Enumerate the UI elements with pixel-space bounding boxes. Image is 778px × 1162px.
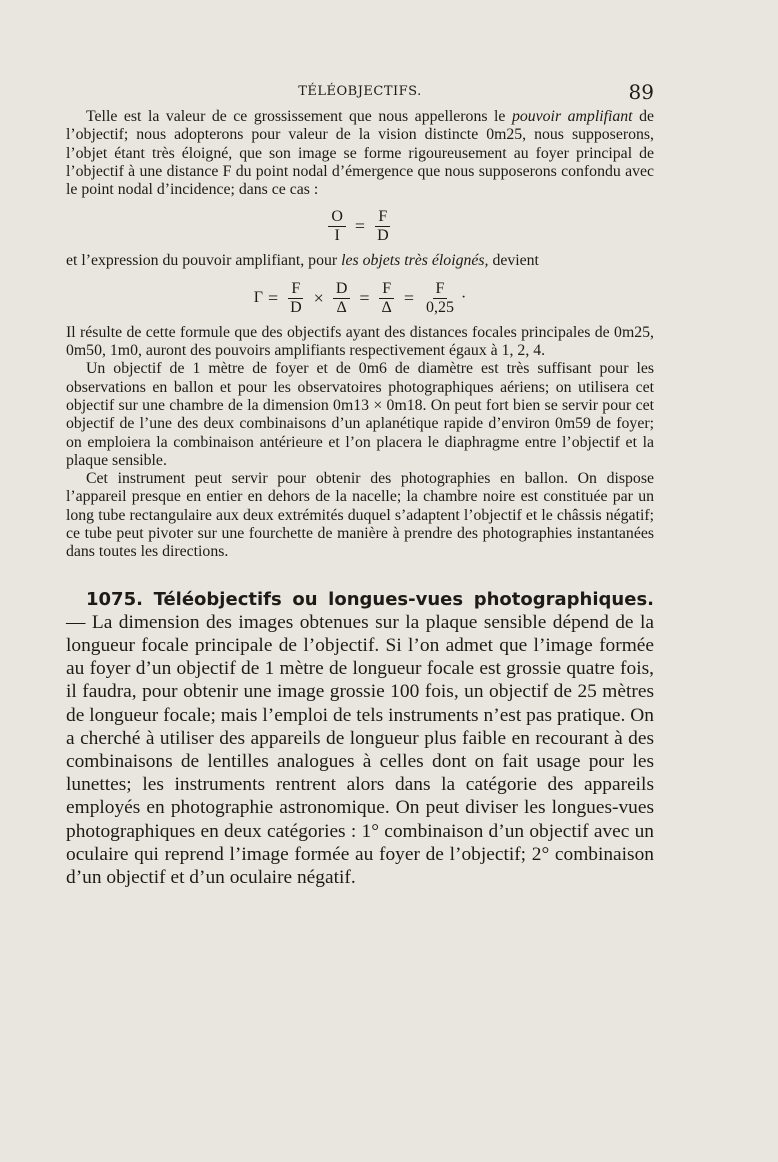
formula-end-dot: · xyxy=(460,289,467,307)
p1-emphasis: pouvoir amplifiant xyxy=(511,108,633,125)
paragraph-instrument: Cet instrument peut servir pour obtenir des photographies en ballon. On dispose l’appareil presque en entier en dehors de la nacelle; la chambre noire est constituée par un long tube rectangulaire aux deux extrémités duquel s’adaptent l’objectif et le châssis négatif; ce tube peut pivoter sur une fourchette de manière à prendre des photographies instantanées dans toutes les directions. xyxy=(66,470,654,561)
fraction-d-over-delta xyxy=(333,281,351,316)
fraction-denominator: D xyxy=(377,227,389,245)
paragraph-objectif-ballon: Un objectif de 1 mètre de foyer et de 0m6 de diamètre est très suffisant pour les observations en ballon et pour les observatoires photographiques aériens; on utilisera cet objectif sur une chambre de la dimension 0m13 × 0m18. On peut fort bien se servir pour cet objectif de l’une des deux combinaisons d’un aplanétique rapide d’environ 0m59 de foyer; on emploiera la combinaison antérieure et l’on placera le diaphragme entre l’objectif et la plaque sensible. xyxy=(66,360,654,469)
fraction-denominator: I xyxy=(334,227,340,245)
fraction-numerator: F xyxy=(379,281,394,299)
running-title: TÉLÉOBJECTIFS. xyxy=(298,84,422,99)
formula-gamma xyxy=(66,281,654,316)
equals-sign: = xyxy=(354,216,366,237)
fraction-numerator: F xyxy=(375,209,390,227)
fraction-numerator: O xyxy=(328,209,346,227)
section-paragraph xyxy=(66,588,654,890)
fraction-denominator: D xyxy=(290,298,302,316)
fraction-o-over-i xyxy=(328,209,346,244)
fraction-numerator: F xyxy=(433,281,448,299)
section-heading: 1075. Téléobjectifs ou longues-vues photographiques. xyxy=(86,588,654,610)
p2-text-a: et l’expression du pouvoir amplifiant, pour xyxy=(66,252,342,270)
formula-object-image xyxy=(66,209,654,244)
equals-sign: = xyxy=(403,287,414,308)
fraction-numerator: F xyxy=(288,281,303,299)
p1-text-b: de l’objectif; nous adopterons pour valeur de la vision distincte 0m25, nous supposerons, l’objet étant très éloigné, que son image se forme rigoureusement au foyer principal de l’objectif à une distance F du point nodal d’émergence que nous supposerons confondu avec le point nodal d’incidence; dans ce cas : xyxy=(66,108,655,199)
paragraph-expression xyxy=(66,252,654,270)
fraction-denominator: Δ xyxy=(336,298,347,316)
p2-text-b: devient xyxy=(488,252,539,270)
fraction-f-over-d xyxy=(287,281,305,316)
fraction-f-over-025 xyxy=(423,281,457,316)
paragraph-result: Il résulte de cette formule que des objectifs ayant des distances focales principales de 0m25, 0m50, 1m0, auront des pouvoirs amplifiants respectivement égaux à 1, 2, 4. xyxy=(66,323,654,360)
page-header xyxy=(66,80,654,108)
p2-emphasis: les objets très éloignés, xyxy=(341,252,489,270)
fraction-f-over-delta xyxy=(379,281,395,316)
fraction-numerator: D xyxy=(333,281,351,299)
fraction-f-over-d xyxy=(374,209,392,244)
page-number: 89 xyxy=(628,80,654,104)
section-1075 xyxy=(66,588,654,890)
book-page xyxy=(66,80,654,889)
fraction-denominator: Δ xyxy=(381,298,392,316)
equals-sign: = xyxy=(359,287,370,308)
p1-text-a: Telle est la valeur de ce grossissement que nous appellerons le xyxy=(86,108,512,125)
times-sign: × xyxy=(313,287,324,308)
fraction-denominator: 0,25 xyxy=(425,298,454,316)
equals-sign: = xyxy=(267,287,279,308)
paragraph-pouvoir-amplifiant xyxy=(66,108,654,199)
section-text: — La dimension des images obtenues sur la plaque sensible dépend de la longueur focale principale de l’objectif. Si l’on admet que l’image formée au foyer d’un objectif de 1 mètre de longueur focale est grossie quatre fois, il faudra, pour obtenir une image grossie 100 fois, un objectif de 25 mètres de longueur focale; mais l’emploi de tels instruments n’est pas pratique. On a cherché à utiliser des appareils de longueur plus faible en recourant à des combinaisons de lentilles analogues à celles dont on fait usage pour les lunettes; les instruments rentrent alors dans la catégorie des appareils employés en photographie astronomique. On peut diviser les longues-vues photographiques en deux catégories : 1° combinaison d’un objectif avec un oculaire qui reprend l’image formée au foyer de l’objectif; 2° combinaison d’un objectif et d’un oculaire négatif. xyxy=(66,611,654,889)
gamma-symbol: Γ xyxy=(253,289,263,307)
